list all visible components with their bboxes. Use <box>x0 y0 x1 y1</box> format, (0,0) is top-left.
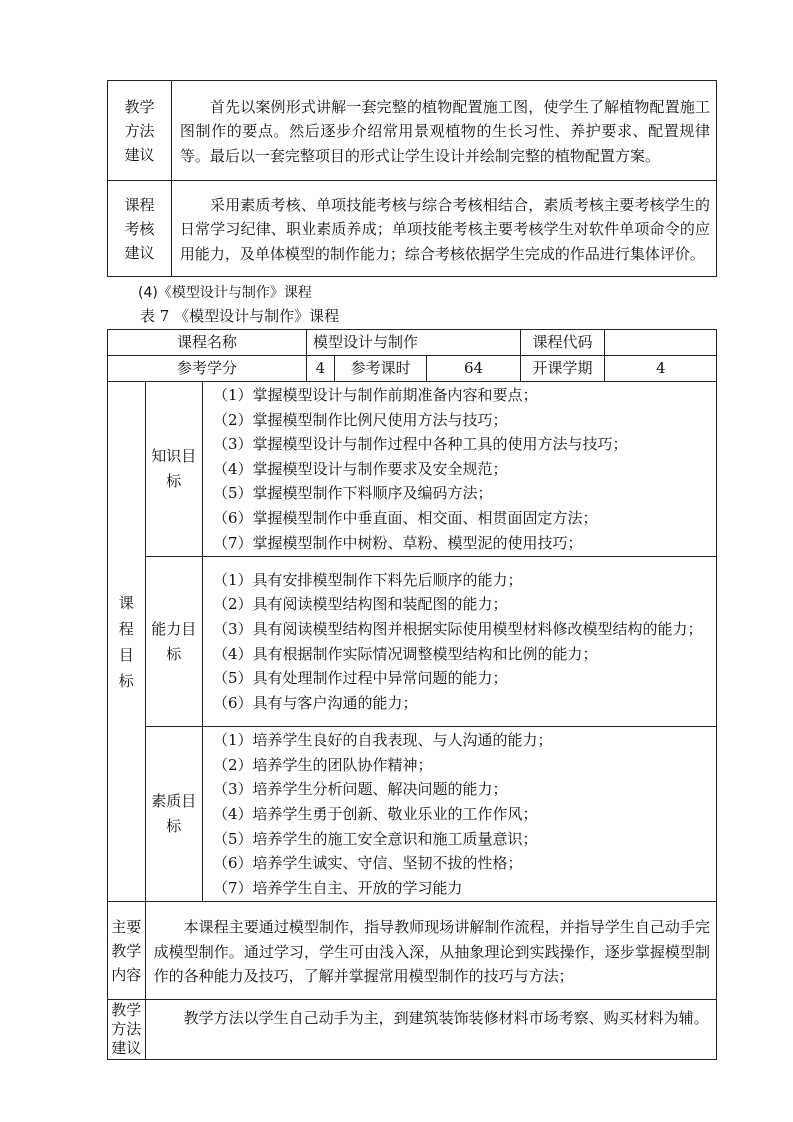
list-item: （2）培养学生的团队协作精神； <box>212 755 433 774</box>
credit-label: 参考学分 <box>108 356 307 382</box>
ability-list <box>202 557 716 727</box>
hours-label: 参考课时 <box>334 356 427 382</box>
assessment-row <box>108 181 717 277</box>
teaching-method-row <box>108 1000 717 1060</box>
list-item: （3）培养学生分析问题、解决问题的能力； <box>212 780 508 799</box>
content-label: 主要 教学 内容 <box>108 902 146 1000</box>
list-item: （1）具有安排模型制作下料先后顺序的能力； <box>212 570 523 589</box>
teaching-method-label: 教学 方法 建议 <box>108 1000 146 1060</box>
list-item: （2）掌握模型制作比例尺使用方法与技巧； <box>212 410 508 429</box>
list-item: （4）培养学生勇于创新、敬业乐业的工作作风； <box>212 804 538 823</box>
list-item: （1）掌握模型设计与制作前期准备内容和要点； <box>212 386 538 404</box>
assessment-text: 采用素质考核、单项技能考核与综合考核相结合，素质考核主要考核学生的日常学习纪律、职业素质养成；单项技能考核主要考核学生对软件单项命令的应用能力，及单体模型的制作能力；综合考核依据学生完成的作品进行集体评价。 <box>171 181 716 277</box>
quality-row <box>108 727 717 902</box>
assessment-label: 课程 考核 建议 <box>108 181 172 277</box>
list-item: （4）掌握模型设计与制作要求及安全规范； <box>212 459 508 478</box>
table-caption: 表 7 《模型设计与制作》课程 <box>140 307 340 325</box>
list-item: （5）培养学生的施工安全意识和施工质量意识； <box>212 829 538 848</box>
top-table <box>107 80 717 277</box>
list-item: （2）具有阅读模型结构图和装配图的能力； <box>212 595 508 614</box>
list-item: （7）掌握模型制作中树粉、草粉、模型泥的使用技巧； <box>212 533 583 552</box>
list-item: （6）具有与客户沟通的能力； <box>212 693 418 712</box>
credit-value: 4 <box>307 356 335 382</box>
goals-label: 课 程 目 标 <box>108 382 146 902</box>
knowledge-label: 知识目标 <box>145 382 202 557</box>
section-heading: (4)《模型设计与制作》课程 <box>138 285 312 301</box>
teaching-method-text: 教学方法以学生自己动手为主，到建筑装饰装修材料市场考察、购买材料为辅。 <box>145 1000 716 1060</box>
list-item: （3）掌握模型设计与制作过程中各种工具的使用方法与技巧； <box>212 435 628 454</box>
course-name-label: 课程名称 <box>108 330 307 356</box>
semester-label: 开课学期 <box>520 356 605 382</box>
list-item: （7）培养学生自主、开放的学习能力 <box>212 878 463 897</box>
method-row <box>108 81 717 181</box>
course-code-value <box>605 330 717 356</box>
list-item: （1）培养学生良好的自我表现、与人沟通的能力； <box>212 731 553 750</box>
course-name-value: 模型设计与制作 <box>307 330 521 356</box>
list-item: （3）具有阅读模型结构图并根据实际使用模型材料修改模型结构的能力； <box>212 620 703 639</box>
method-text: 首先以案例形式讲解一套完整的植物配置施工图，使学生了解植物配置施工图制作的要点。然后逐步介绍常用景观植物的生长习性、养护要求、配置规律等。最后以一套完整项目的形式让学生设计并绘制完整的植物配置方案。 <box>171 81 716 181</box>
list-item: （6）培养学生诚实、守信、坚韧不拔的性格； <box>212 854 523 873</box>
course-table <box>107 329 717 1060</box>
knowledge-list <box>202 382 716 557</box>
ability-label: 能力目标 <box>145 557 202 727</box>
course-code-label: 课程代码 <box>520 330 605 356</box>
course-row-2 <box>108 356 717 382</box>
quality-label: 素质目标 <box>145 727 202 902</box>
content-row <box>108 902 717 1000</box>
content-text: 本课程主要通过模型制作，指导教师现场讲解制作流程，并指导学生自己动手完成模型制作。通过学习，学生可由浅入深，从抽象理论到实践操作，逐步掌握模型制作的各种能力及技巧，了解并掌握常用模型制作的技巧与方法； <box>145 902 716 1000</box>
quality-list <box>202 727 716 902</box>
ability-row <box>108 557 717 727</box>
list-item: （6）掌握模型制作中垂直面、相交面、相贯面固定方法； <box>212 508 598 527</box>
semester-value: 4 <box>605 356 717 382</box>
course-row-1 <box>108 330 717 356</box>
knowledge-row <box>108 382 717 557</box>
list-item: （5）具有处理制作过程中异常问题的能力； <box>212 669 508 688</box>
method-label: 教学 方法 建议 <box>108 81 172 181</box>
list-item: （5）掌握模型制作下料顺序及编码方法； <box>212 484 493 503</box>
list-item: （4）具有根据制作实际情况调整模型结构和比例的能力； <box>212 644 598 663</box>
hours-value: 64 <box>427 356 520 382</box>
